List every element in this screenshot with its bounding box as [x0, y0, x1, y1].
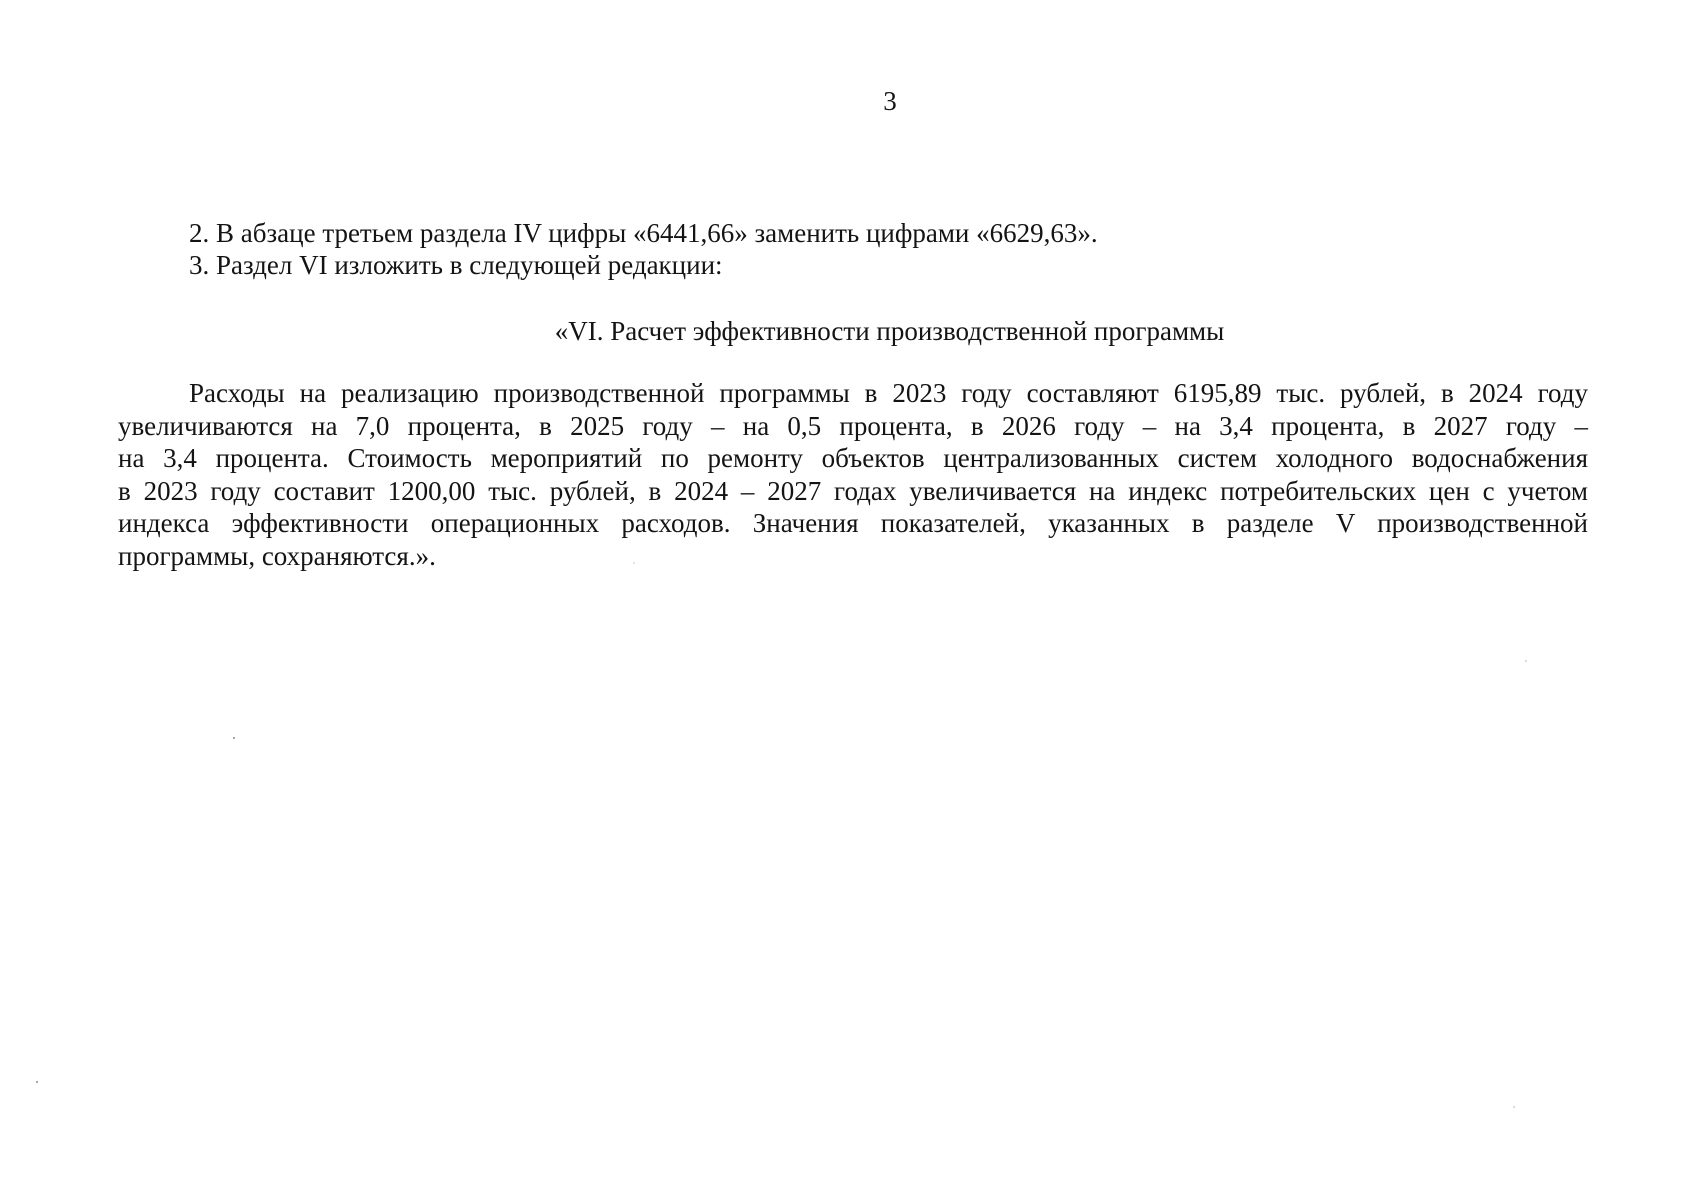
body-paragraph [118, 377, 1588, 572]
section-heading: «VI. Расчет эффективности производственной программы [554, 316, 1225, 346]
scan-speck [1525, 660, 1527, 662]
scan-speck [233, 737, 235, 739]
page-number: 3 [883, 86, 897, 116]
paragraph-line: программы, сохраняются.». [118, 540, 436, 571]
amendment-item-3: 3. Раздел VI изложить в следующей редакции: [189, 250, 723, 280]
scan-speck [1513, 1106, 1515, 1108]
scan-speck [633, 562, 635, 564]
paragraph-line: Расходы на реализацию производственной программы в 2023 году составляют 6195,89 тыс. рублей, в 2024 году [189, 378, 1588, 408]
paragraph-line: в 2023 году составит 1200,00 тыс. рублей, в 2024 – 2027 годах увеличивается на индекс потребительских цен с учетом [118, 475, 1588, 506]
amendment-item-2: 2. В абзаце третьем раздела IV цифры «6441,66» заменить цифрами «6629,63». [189, 218, 1098, 248]
paragraph-line: индекса эффективности операционных расходов. Значения показателей, указанных в разделе V производственной [118, 508, 1588, 538]
paragraph-line: увеличиваются на 7,0 процента, в 2025 году – на 0,5 процента, в 2026 году – на 3,4 процента, в 2027 году – [118, 410, 1588, 441]
paragraph-line: на 3,4 процента. Стоимость мероприятий по ремонту объектов централизованных систем холодного водоснабжения [118, 443, 1588, 473]
scan-speck [36, 1081, 38, 1083]
